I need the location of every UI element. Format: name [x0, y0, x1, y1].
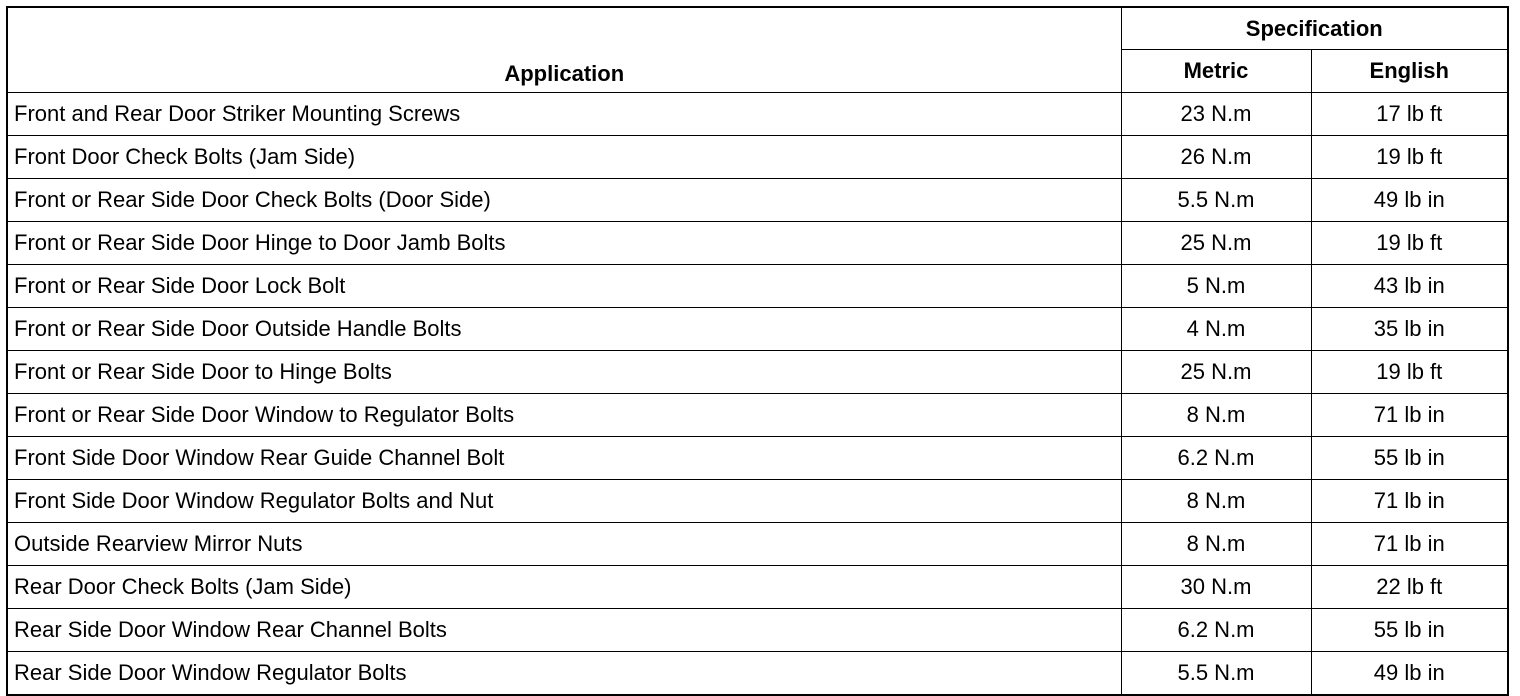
metric-cell: 5 N.m [1121, 265, 1311, 308]
table-row [7, 351, 1508, 394]
english-header: English [1311, 50, 1508, 93]
metric-cell: 23 N.m [1121, 93, 1311, 136]
metric-cell: 8 N.m [1121, 523, 1311, 566]
english-cell: 35 lb in [1311, 308, 1508, 351]
metric-cell: 8 N.m [1121, 394, 1311, 437]
table-row [7, 523, 1508, 566]
application-cell: Front or Rear Side Door Outside Handle Bolts [7, 308, 1121, 351]
metric-cell: 4 N.m [1121, 308, 1311, 351]
metric-cell: 30 N.m [1121, 566, 1311, 609]
table-body [7, 93, 1508, 696]
table-header [7, 7, 1508, 93]
table-row [7, 394, 1508, 437]
table-row [7, 222, 1508, 265]
english-cell: 19 lb ft [1311, 351, 1508, 394]
table-row [7, 265, 1508, 308]
application-cell: Rear Side Door Window Rear Channel Bolts [7, 609, 1121, 652]
english-cell: 71 lb in [1311, 523, 1508, 566]
metric-cell: 6.2 N.m [1121, 609, 1311, 652]
metric-cell: 25 N.m [1121, 351, 1311, 394]
application-cell: Rear Side Door Window Regulator Bolts [7, 652, 1121, 696]
application-cell: Front Side Door Window Rear Guide Channel Bolt [7, 437, 1121, 480]
english-cell: 71 lb in [1311, 480, 1508, 523]
metric-cell: 6.2 N.m [1121, 437, 1311, 480]
application-cell: Front Side Door Window Regulator Bolts and Nut [7, 480, 1121, 523]
english-cell: 17 lb ft [1311, 93, 1508, 136]
table-row [7, 480, 1508, 523]
table-row [7, 652, 1508, 696]
english-cell: 43 lb in [1311, 265, 1508, 308]
table-row [7, 437, 1508, 480]
application-cell: Front or Rear Side Door Hinge to Door Jamb Bolts [7, 222, 1121, 265]
english-cell: 71 lb in [1311, 394, 1508, 437]
english-cell: 55 lb in [1311, 437, 1508, 480]
table-row [7, 308, 1508, 351]
metric-cell: 5.5 N.m [1121, 179, 1311, 222]
english-cell: 55 lb in [1311, 609, 1508, 652]
metric-cell: 8 N.m [1121, 480, 1311, 523]
metric-cell: 26 N.m [1121, 136, 1311, 179]
application-cell: Front or Rear Side Door Lock Bolt [7, 265, 1121, 308]
fastener-spec-table [6, 6, 1509, 696]
table-row [7, 566, 1508, 609]
english-cell: 19 lb ft [1311, 136, 1508, 179]
table-row [7, 93, 1508, 136]
english-cell: 49 lb in [1311, 179, 1508, 222]
application-cell: Outside Rearview Mirror Nuts [7, 523, 1121, 566]
application-cell: Front and Rear Door Striker Mounting Screws [7, 93, 1121, 136]
table-row [7, 609, 1508, 652]
application-cell: Front or Rear Side Door Window to Regulator Bolts [7, 394, 1121, 437]
metric-header: Metric [1121, 50, 1311, 93]
application-cell: Front or Rear Side Door Check Bolts (Door Side) [7, 179, 1121, 222]
application-cell: Front or Rear Side Door to Hinge Bolts [7, 351, 1121, 394]
english-cell: 49 lb in [1311, 652, 1508, 696]
application-cell: Rear Door Check Bolts (Jam Side) [7, 566, 1121, 609]
specification-header: Specification [1121, 7, 1508, 50]
table-row [7, 179, 1508, 222]
english-cell: 22 lb ft [1311, 566, 1508, 609]
metric-cell: 25 N.m [1121, 222, 1311, 265]
application-header: Application [7, 7, 1121, 93]
table-row [7, 136, 1508, 179]
header-row-top [7, 7, 1508, 50]
application-cell: Front Door Check Bolts (Jam Side) [7, 136, 1121, 179]
english-cell: 19 lb ft [1311, 222, 1508, 265]
metric-cell: 5.5 N.m [1121, 652, 1311, 696]
